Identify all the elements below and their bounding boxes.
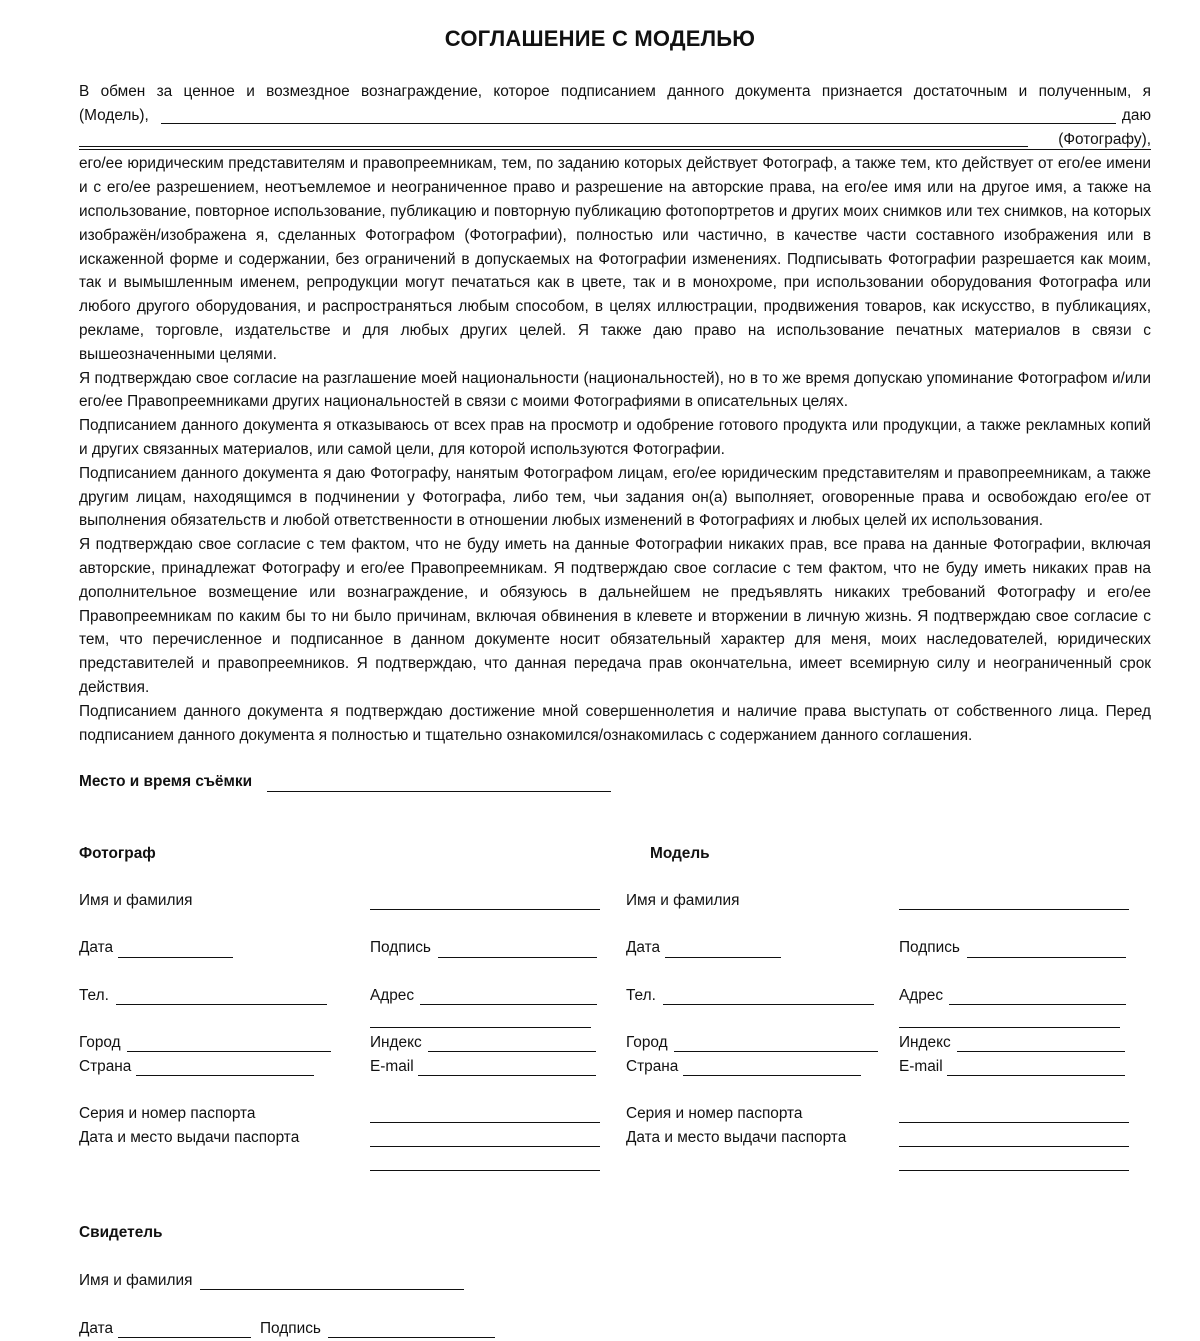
photographer-label: (Фотографу), [1058,130,1151,148]
photographer-name-field[interactable] [370,909,600,910]
model-passport-number-field[interactable] [899,1122,1129,1123]
photographer-passport-number-field[interactable] [370,1122,600,1123]
model-address-field-2[interactable] [899,1027,1120,1028]
photographer-passport-number-label: Серия и номер паспорта [79,1105,256,1122]
model-email-field[interactable] [947,1075,1125,1076]
document-body [79,80,1151,747]
photographer-name-label: Имя и фамилия [79,892,193,909]
model-passport-issue-label: Дата и место выдачи паспорта [626,1129,847,1146]
photographer-signature-field[interactable] [438,957,597,958]
photographer-signature-label: Подпись [370,939,431,956]
model-name-field[interactable] [899,909,1129,910]
photographer-address-field[interactable] [420,1004,597,1005]
photographer-name-blank: Фотографу[interactable] [79,146,1028,147]
model-signature-label: Подпись [899,939,960,956]
model-email-label: E-mail [899,1058,943,1075]
photographer-index-field[interactable] [428,1051,596,1052]
photographer-heading: Фотограф [79,845,156,862]
witness-name-label: Имя и фамилия [79,1272,193,1289]
model-country-label: Страна [626,1058,679,1075]
model-label: (Модель), [79,106,149,124]
model-passport-issue-field[interactable] [899,1146,1129,1147]
model-city-label: Город [626,1034,668,1051]
photographer-passport-issue-field[interactable] [370,1146,600,1147]
intro-photographer-line [79,128,1151,152]
intro-continuation: его/ее юридическим представителям и правопреемникам, тем, по заданию которых действует Фотограф, а также тем, кто действует от его/ее имени и с его/ее разрешением, неотъемлемое и неограниченное право и разрешение на авторские права, на его/ее имя или на другое имя, а также на использование, повторное использование, публикацию и повторную публикацию фотопортретов и других моих снимков или тех снимков, на которых изображён/изображена я, сделанных Фотографом (Фотографии), полностью или частично, в качестве части составного изображения или в искаженной форме и содержании, без ограничений в допускаемых на Фотографии изменениях. Подписывать Фотографии разрешается как моим, так и вымышленным именем, репродукции могут печататься как в цвете, так и в монохроме, при использовании оборудования Фотографа или любого другого оборудования, и распространяться любым способом, в целях иллюстрации, продвижения товаров, как искусство, в публикациях, рекламе, торговле, издательстве и для любых других целей. Я также даю право на использование печатных материалов в связи с вышеозначенными целями. [79,155,1151,363]
model-address-label: Адрес [899,987,944,1004]
model-name-blank: Модель[interactable] [161,123,1116,124]
photographer-email-label: E-mail [370,1058,414,1075]
model-passport-number-label: Серия и номер паспорта [626,1105,803,1122]
photographer-address-field-2[interactable] [370,1027,591,1028]
model-signature-field[interactable] [967,957,1126,958]
photographer-address-label: Адрес [370,987,415,1004]
model-heading: Модель [650,845,710,862]
photographer-passport-issue-field-2[interactable] [370,1170,600,1171]
paragraph-majority: Подписанием данного документа я подтверждаю достижение мной совершеннолетия и наличие права выступать от собственного лица. Перед подписанием данного документа я полностью и тщательно ознакомился/ознакомилась с содержанием данного соглашения. [79,702,1151,744]
intro-line-1: В обмен за ценное и возмездное вознаграждение, которое подписанием данного документа признается достаточным и полученным, я [79,83,1151,100]
paragraph-approval-waiver: Подписанием данного документа я отказываюсь от всех прав на просмотр и одобрение готового продукта или продукции, а также рекламных копий и других связанных материалов, или самой цели, для которой используются Фотографии. [79,417,1151,458]
document-title: СОГЛАШЕНИЕ С МОДЕЛЬЮ [444,26,756,51]
witness-date-field[interactable] [118,1337,251,1338]
photographer-city-field[interactable] [127,1051,331,1052]
photographer-date-label: Дата [79,939,114,956]
intro-model-line [79,104,1151,128]
witness-signature-label: Подпись [260,1320,321,1337]
model-name-label: Имя и фамилия [626,892,740,909]
paragraph-nationality: Я подтверждаю свое согласие на разглашение моей национальности (национальностей), но в то же время допускаю упоминание Фотографом и/или его/ее Правопреемниками других национальностей в связи с моими Фотографиями в описательных целях. [79,369,1151,411]
photographer-index-label: Индекс [370,1034,422,1051]
witness-name-field[interactable] [200,1289,464,1290]
model-country-field[interactable] [683,1075,861,1076]
model-date-field[interactable] [665,957,781,958]
photographer-name-blank-continuation: Фотографу[interactable] [79,149,1151,150]
paragraph-rights: Я подтверждаю свое согласие с тем фактом, что не буду иметь на данные Фотографии никаких прав, все права на данные Фотографии, включая авторские, принадлежат Фотографу и его/ее Правопреемникам. Я подтверждаю свое согласие с тем фактом, что не буду иметь никаких прав на дополнительное возмещение или вознаграждение, и обязуюсь в дальнейшем не предъявлять никаких требований Фотографу и его/ее Правопреемникам по каким бы то ни было причинам, включая обвинения в клевете и вторжении в личную жизнь. Я подтверждаю свое согласие с тем, что перечисленное и подписанное в данном документе носит обязательный характер для меня, моих наследователей, юридических представителей и правопреемников. Я подтверждаю, что данная передача прав окончательна, имеет всемирную силу и неограниченный срок действия. [79,536,1151,696]
paragraph-release: Подписанием данного документа я даю Фотографу, нанятым Фотографом лицам, его/ее юридическим представителям и правопреемникам, а также другим лицам, находящимся в подчинении у Фотографа, либо тем, чьи задания он(а) выполняет, оговоренные права и освобождаю его/ее от выполнения обязательств и любой ответственности в отношении любых изменений в Фотографиях и любых целей их использования. [79,464,1151,530]
photographer-passport-issue-label: Дата и место выдачи паспорта [79,1129,300,1146]
model-index-label: Индекс [899,1034,951,1051]
photographer-phone-label: Тел. [79,987,109,1004]
model-city-field[interactable] [674,1051,878,1052]
photographer-email-field[interactable] [418,1075,596,1076]
place-time-field[interactable] [267,791,611,792]
witness-date-label: Дата [79,1320,114,1337]
photographer-city-label: Город [79,1034,121,1051]
model-address-field[interactable] [949,1004,1126,1005]
model-index-field[interactable] [957,1051,1125,1052]
photographer-country-field[interactable] [136,1075,314,1076]
model-date-label: Дата [626,939,661,956]
photographer-date-field[interactable] [118,957,233,958]
photographer-country-label: Страна [79,1058,132,1075]
place-time-label: Место и время съёмки [79,773,253,790]
give-word: даю [1121,106,1151,124]
witness-signature-field[interactable] [328,1337,495,1338]
model-phone-label: Тел. [626,987,656,1004]
model-passport-issue-field-2[interactable] [899,1170,1129,1171]
witness-heading: Свидетель [79,1224,163,1241]
model-phone-field[interactable] [663,1004,874,1005]
photographer-phone-field[interactable] [116,1004,327,1005]
